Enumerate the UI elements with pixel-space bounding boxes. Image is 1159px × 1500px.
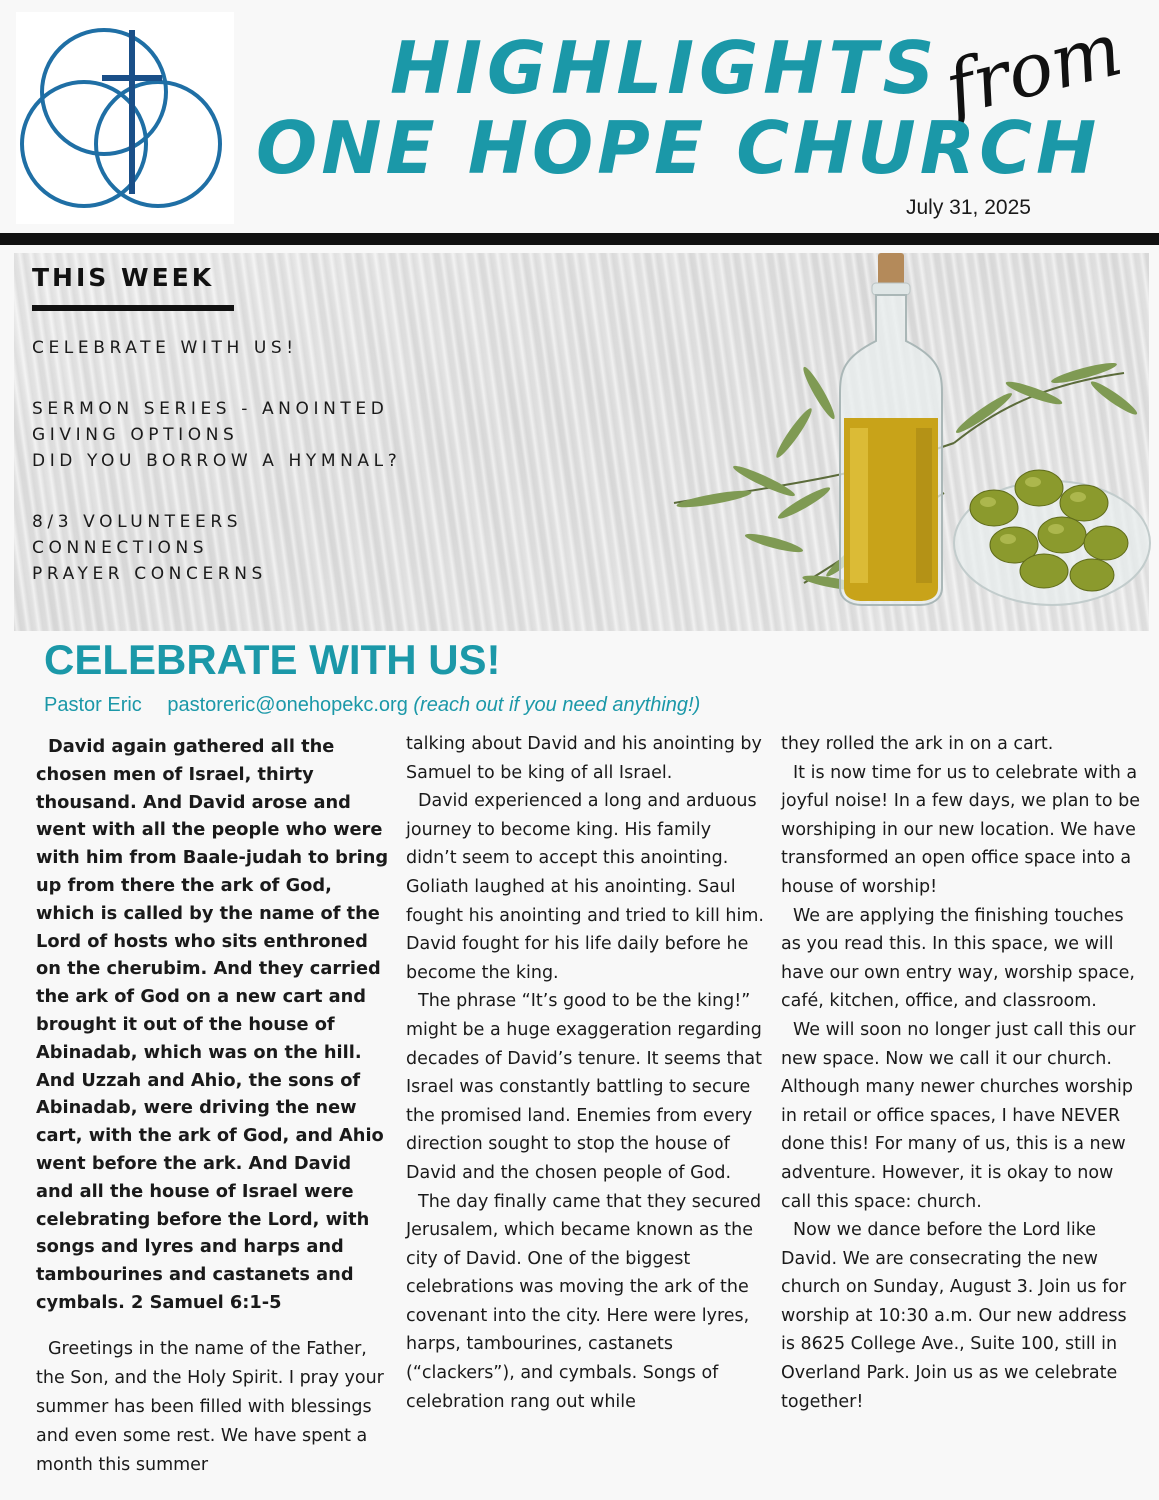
- this-week-item[interactable]: CONNECTIONS: [32, 538, 209, 558]
- newsletter-title-highlights: HIGHLIGHTS: [390, 26, 940, 110]
- article-paragraph: The phrase “It’s good to be the king!” might be a huge exaggeration regarding decades of David’s tenure. It seems that Israel was constantly battling to secure the promised land. Enemies from every direction sought to stop the house of David and the chosen people of God.: [406, 991, 762, 1183]
- author-name: Pastor Eric: [44, 694, 142, 716]
- article-paragraph: they rolled the ark in on a cart.: [781, 734, 1054, 754]
- article-headline: CELEBRATE WITH US!: [44, 636, 501, 683]
- article-paragraph: The day finally came that they secured Jerusalem, which became known as the city of David. One of the biggest celebrations was moving the ark of the covenant into the city. Here were lyres, harps, tambourines, castanets (“clackers”), and cymbals. Songs of celebration rang out while: [406, 1191, 762, 1412]
- author-email-link[interactable]: pastoreric@onehopekc.org: [167, 694, 408, 716]
- this-week-underline: [32, 305, 234, 311]
- this-week-list: [32, 335, 401, 587]
- article-paragraph: Now we dance before the Lord like David. We are consecrating the new church on Sunday, August 3. Join us for worship at 10:30 a.m. Our new address is 8625 College Ave., Suite 100, still in Overland Park. Join us as we celebrate together!: [781, 1220, 1127, 1412]
- this-week-item[interactable]: SERMON SERIES - ANOINTED: [32, 399, 389, 419]
- cross-circles-icon: [16, 12, 234, 224]
- article-column-2: [406, 730, 766, 1416]
- article-column-1: [36, 733, 392, 1480]
- header-divider: [0, 233, 1159, 245]
- article-paragraph: We are applying the finishing touches as you read this. In this space, we will have our own entry way, worship space, café, kitchen, office, and classroom.: [781, 905, 1135, 1012]
- article-paragraph: David experienced a long and arduous journey to become king. His family didn’t seem to accept this anointing. Goliath laughed at his anointing. Saul fought his anointing and tried to kill him. David fought for his life daily before he become the king.: [406, 791, 764, 983]
- this-week-item[interactable]: PRAYER CONCERNS: [32, 564, 267, 584]
- svg-text:from: from: [937, 6, 1131, 133]
- this-week-banner: [14, 253, 1149, 631]
- scripture-quote: David again gathered all the chosen men of Israel, thirty thousand. And David arose and went with all the people who were with him from Baale-judah to bring up from there the ark of God, which is called by the name of the Lord of hosts who sits enthroned on the cherubim. And they carried the ark of God on a new cart and brought it out of the house of Abinadab, which was on the hill. And Uzzah and Ahio, the sons of Abinadab, were driving the new cart, with the ark of God, and Ahio went before the ark. And David and all the house of Israel were celebrating before the Lord, with songs and lyres and harps and tambourines and castanets and cymbals. 2 Samuel 6:1-5: [36, 736, 389, 1313]
- this-week-item[interactable]: GIVING OPTIONS: [32, 425, 239, 445]
- this-week-item[interactable]: 8/3 VOLUNTEERS: [32, 512, 243, 532]
- article-paragraph: talking about David and his anointing by Samuel to be king of all Israel.: [406, 734, 762, 783]
- byline-note: (reach out if you need anything!): [413, 694, 701, 716]
- article-column-3: [781, 730, 1143, 1416]
- this-week-heading: THIS WEEK: [32, 263, 215, 292]
- this-week-item[interactable]: DID YOU BORROW A HYMNAL?: [32, 451, 402, 471]
- issue-date: July 31, 2025: [906, 196, 1031, 219]
- article-paragraph: We will soon no longer just call this our new space. Now we call it our church. Although many newer churches worship in retail or office spaces, I have NEVER done this! For many of us, this is a new adventure. However, it is okay to now call this space: church.: [781, 1019, 1136, 1212]
- olive-oil-illustration: [654, 253, 1149, 631]
- article-paragraph: It is now time for us to celebrate with a joyful noise! In a few days, we plan to be worshiping in our new location. We have transformed an open office space into a house of worship!: [781, 762, 1141, 897]
- article-byline: [44, 694, 700, 717]
- church-logo: [16, 12, 234, 224]
- this-week-item[interactable]: CELEBRATE WITH US!: [32, 338, 298, 358]
- newsletter-title-church: ONE HOPE CHURCH: [256, 106, 1101, 190]
- article-paragraph: Greetings in the name of the Father, the Son, and the Holy Spirit. I pray your summer has been filled with blessings and even some rest. We have spent a month this summer: [36, 1338, 384, 1475]
